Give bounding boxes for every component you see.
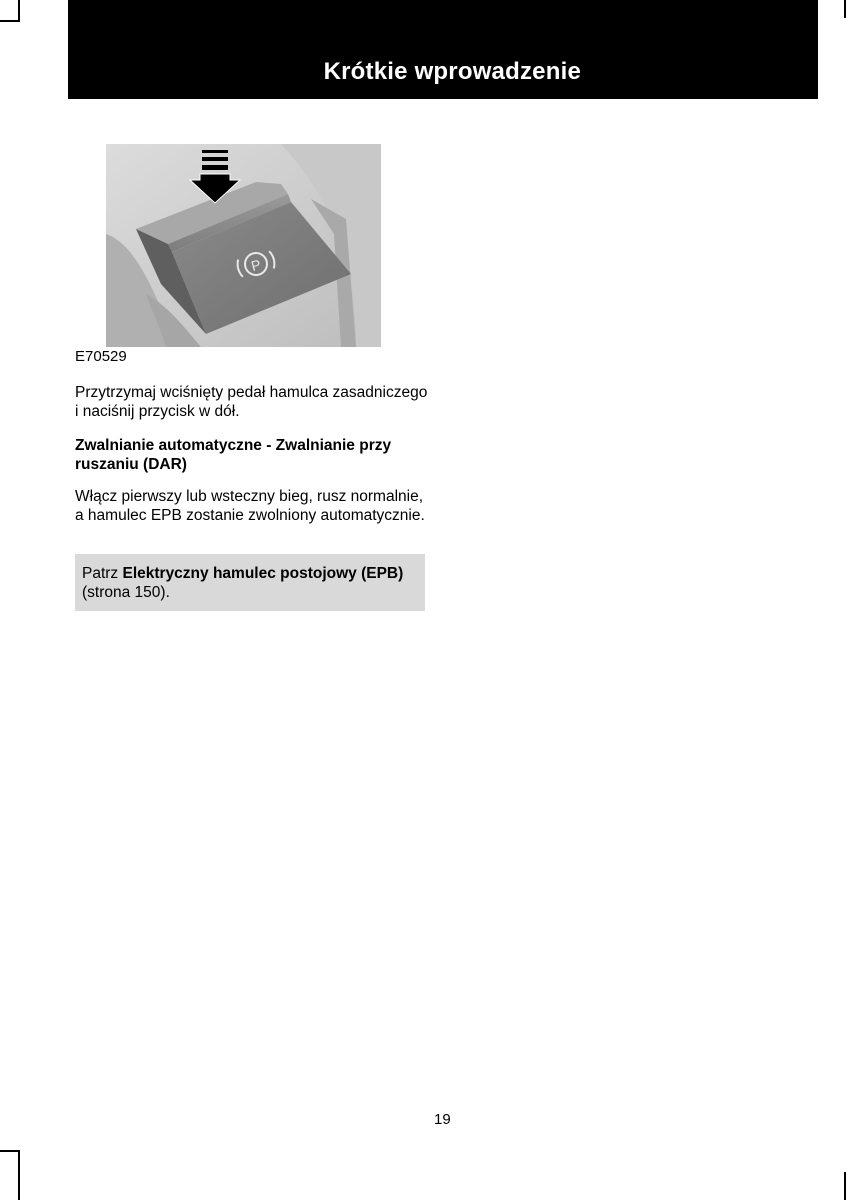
crop-mark-bottom-right — [844, 1172, 846, 1200]
reference-link[interactable]: Elektryczny hamulec postojowy (EPB) — [122, 565, 404, 582]
crop-mark-top-left-h — [0, 20, 20, 22]
crop-mark-top-right — [844, 0, 846, 18]
section-heading: Zwalnianie automatyczne - Zwalnianie przy ruszaniu (DAR) — [75, 437, 392, 473]
figure-caption: E70529 — [75, 348, 127, 365]
reference-prefix: Patrz — [82, 565, 123, 582]
epb-switch-image — [106, 144, 381, 347]
crop-mark-bottom-left-h — [0, 1150, 20, 1152]
page-header — [68, 0, 818, 99]
reference-suffix: (strona 150). — [82, 584, 170, 601]
auto-release-paragraph: Włącz pierwszy lub wsteczny bieg, rusz normalnie, a hamulec EPB zostanie zwolniony automatycznie. — [75, 488, 425, 524]
instruction-paragraph: Przytrzymaj wciśnięty pedał hamulca zasadniczego i naciśnij przycisk w dół. — [75, 384, 428, 420]
crop-mark-bottom-left-v — [18, 1150, 20, 1200]
reference-note-text — [82, 564, 422, 602]
svg-text:P: P — [249, 256, 263, 274]
page-title: Krótkie wprowadzenie — [323, 58, 581, 85]
crop-mark-top-left-v — [18, 0, 20, 22]
parking-brake-illustration — [106, 144, 381, 347]
page-number: 19 — [434, 1111, 451, 1128]
reference-note-box — [75, 554, 425, 611]
